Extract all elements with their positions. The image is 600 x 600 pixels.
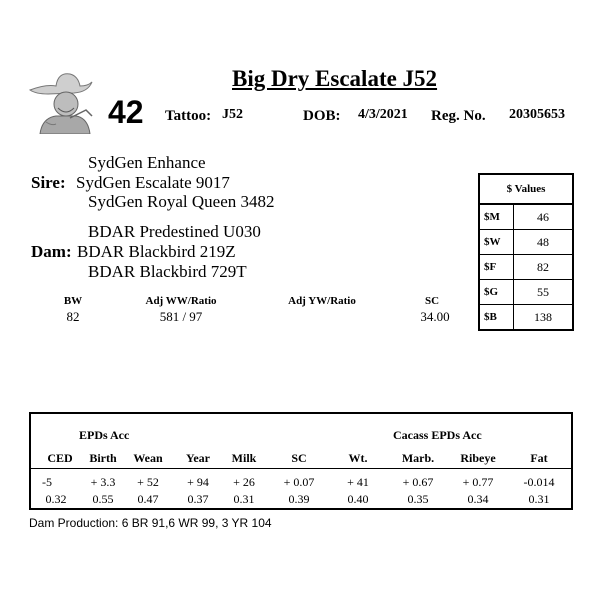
epd-value: + 94 bbox=[187, 475, 209, 489]
epd-value: -5 bbox=[42, 475, 52, 489]
epd-accuracy: 0.47 bbox=[137, 492, 159, 506]
epd-accuracy: 0.31 bbox=[233, 492, 255, 506]
epd-header: Year bbox=[186, 451, 210, 465]
dam-label: Dam: bbox=[31, 242, 72, 261]
epd-header: CED bbox=[47, 451, 73, 465]
epd-accuracy: 0.32 bbox=[45, 492, 67, 506]
epd-accuracy: 0.37 bbox=[187, 492, 209, 506]
dollar-value-name: $M bbox=[480, 205, 514, 229]
epd-header: Ribeye bbox=[460, 451, 496, 465]
epd-header: Marb. bbox=[401, 451, 435, 465]
lot-number: 42 bbox=[108, 94, 144, 130]
epd-header: Fat bbox=[530, 451, 548, 465]
dollar-value-name: $G bbox=[480, 280, 514, 304]
bw-value: 82 bbox=[66, 309, 80, 324]
sire-dam: SydGen Royal Queen 3482 bbox=[88, 192, 275, 211]
epd-accuracy: 0.40 bbox=[347, 492, 369, 506]
sc-label: SC bbox=[424, 295, 440, 307]
cowboy-portrait-icon bbox=[26, 66, 94, 134]
dollar-values-table bbox=[478, 173, 574, 331]
epd-value: + 41 bbox=[347, 475, 369, 489]
adj-yw-label: Adj YW/Ratio bbox=[288, 295, 356, 307]
epd-value: + 26 bbox=[233, 475, 255, 489]
tattoo-label: Tattoo: bbox=[165, 108, 212, 124]
dollar-value-amount: 48 bbox=[537, 235, 549, 249]
epd-header: Birth bbox=[89, 451, 117, 465]
epd-value: + 0.07 bbox=[283, 475, 315, 489]
epd-header: Milk bbox=[231, 451, 257, 465]
dollar-value-row bbox=[480, 280, 572, 305]
epd-accuracy: 0.39 bbox=[288, 492, 310, 506]
dollar-value-amount: 55 bbox=[537, 285, 549, 299]
sire-name: SydGen Escalate 9017 bbox=[76, 173, 230, 192]
dollar-value-row bbox=[480, 205, 572, 230]
dam-sire: BDAR Predestined U030 bbox=[88, 222, 261, 241]
dollar-value-amount: 46 bbox=[537, 210, 549, 224]
adj-ww-label: Adj WW/Ratio bbox=[145, 295, 217, 307]
epd-title: EPDs Acc bbox=[79, 428, 130, 442]
epd-value: + 0.67 bbox=[402, 475, 434, 489]
epd-value: + 3.3 bbox=[90, 475, 116, 489]
epd-value: + 0.77 bbox=[462, 475, 494, 489]
epd-accuracy: 0.34 bbox=[467, 492, 489, 506]
dam-name: BDAR Blackbird 219Z bbox=[77, 242, 236, 261]
carcass-epd-title: Cacass EPDs Acc bbox=[393, 428, 482, 442]
animal-name: Big Dry Escalate J52 bbox=[232, 66, 438, 91]
epd-accuracy: 0.35 bbox=[407, 492, 429, 506]
tattoo-value: J52 bbox=[222, 107, 243, 122]
sc-value: 34.00 bbox=[420, 309, 450, 324]
dollar-value-amount: 82 bbox=[537, 260, 549, 274]
epd-value: + 52 bbox=[137, 475, 159, 489]
dollar-value-row bbox=[480, 305, 572, 329]
epd-accuracy: 0.55 bbox=[92, 492, 114, 506]
epd-accuracy: 0.31 bbox=[528, 492, 550, 506]
dollar-value-name: $F bbox=[480, 255, 514, 279]
epd-header: Wean bbox=[133, 451, 163, 465]
dollar-value-name: $W bbox=[480, 230, 514, 254]
sire-label: Sire: bbox=[31, 173, 66, 192]
epd-header: SC bbox=[291, 451, 307, 465]
dam-dam: BDAR Blackbird 729T bbox=[88, 262, 247, 281]
dollar-values-title: $ Values bbox=[480, 175, 572, 205]
adj-ww-value: 581 / 97 bbox=[159, 309, 203, 324]
epd-value: -0.014 bbox=[523, 475, 555, 489]
dam-production: Dam Production: 6 BR 91,6 WR 99, 3 YR 104 bbox=[29, 516, 272, 530]
epd-table bbox=[29, 412, 573, 510]
epd-header: Wt. bbox=[348, 451, 368, 465]
bw-label: BW bbox=[63, 295, 83, 307]
dollar-value-row bbox=[480, 230, 572, 255]
dob-value: 4/3/2021 bbox=[358, 107, 408, 122]
reg-value: 20305653 bbox=[509, 107, 565, 122]
reg-label: Reg. No. bbox=[431, 108, 486, 124]
dob-label: DOB: bbox=[303, 108, 341, 124]
dollar-value-row bbox=[480, 255, 572, 280]
epd-divider bbox=[31, 468, 571, 469]
dollar-value-amount: 138 bbox=[534, 310, 552, 324]
sire-sire: SydGen Enhance bbox=[88, 153, 206, 172]
dollar-value-name: $B bbox=[480, 305, 514, 329]
